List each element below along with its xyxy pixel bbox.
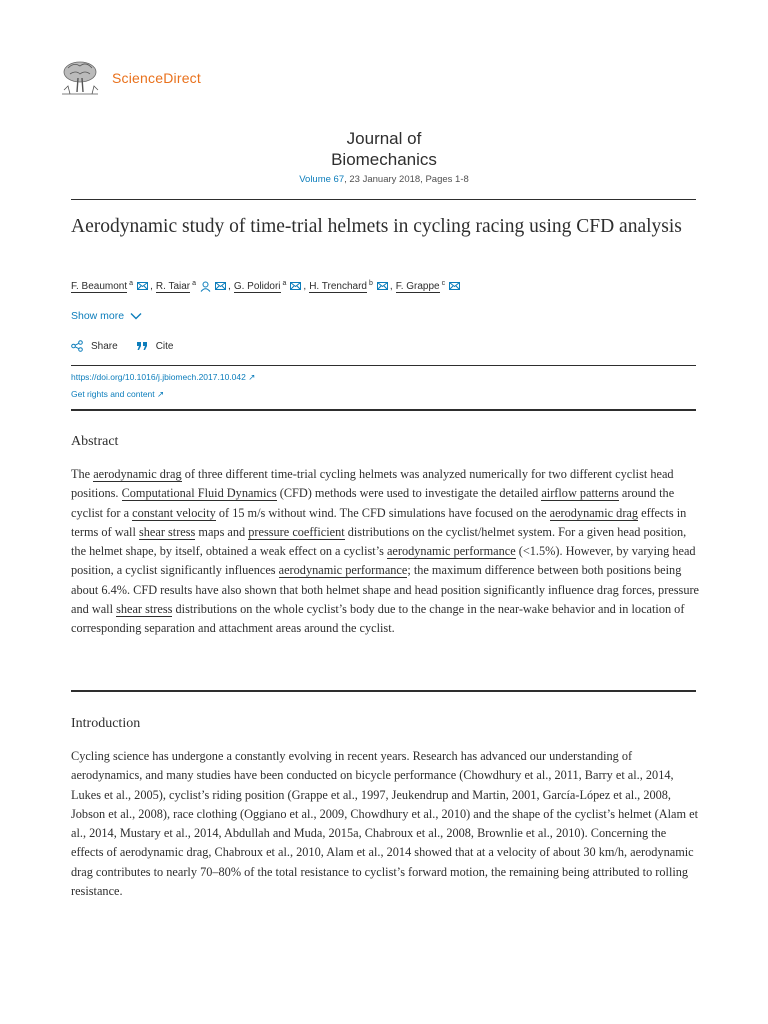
cite-label: Cite — [155, 340, 174, 352]
author-link[interactable] — [396, 280, 445, 292]
text-run: distributions on the cyclist/helmet system. For a given head position, the helmet shape, by itself, obtained a weak effect on a cyclist’s — [71, 524, 687, 559]
email-icon[interactable] — [215, 282, 226, 290]
site-header — [58, 58, 201, 98]
divider — [71, 690, 696, 692]
email-icon[interactable] — [449, 282, 460, 290]
affiliation-marker: a — [192, 280, 197, 287]
abstract-text — [71, 465, 701, 639]
journal-title[interactable] — [0, 128, 768, 170]
text-run: of three different time-trial cycling helmets was analyzed numerically for two different cyclist head positions. — [71, 467, 674, 501]
author-name: H. Trenchard — [309, 281, 367, 293]
author-name: G. Polidori — [233, 281, 281, 293]
text-run: maps and — [195, 524, 249, 539]
text-run: (<1.5%). However, by varying head position, a cyclist significantly influences — [71, 544, 696, 578]
separator: , — [228, 280, 231, 292]
email-icon[interactable] — [290, 282, 301, 290]
author-name: F. Beaumont — [71, 281, 128, 293]
issue-details: , 23 January 2018, Pages 1-8 — [344, 174, 469, 185]
separator: , — [303, 280, 307, 292]
topic-link[interactable]: aerodynamic performance — [278, 563, 408, 578]
topic-link[interactable]: aerodynamic performance — [386, 544, 516, 559]
affiliation-marker: c — [441, 280, 446, 287]
topic-link[interactable]: shear stress — [138, 524, 196, 539]
text-run: of 15 m/s without wind. The CFD simulations have focused on the — [215, 505, 550, 520]
article-title: Aerodynamic study of time-trial helmets in cycling racing using CFD analysis — [71, 216, 682, 237]
affiliation-marker: a — [129, 280, 134, 287]
share-button[interactable] — [71, 340, 118, 352]
topic-link[interactable]: aerodynamic drag — [93, 467, 182, 481]
share-label: Share — [91, 340, 118, 352]
doi-link[interactable]: https://doi.org/10.1016/j.jbiomech.2017.10.042 ↗ — [71, 372, 256, 382]
text-run: around the cyclist for a — [71, 486, 675, 520]
text-run: The — [71, 467, 94, 481]
author-link[interactable] — [71, 280, 133, 292]
divider — [71, 199, 696, 200]
topic-link[interactable]: pressure coefficient — [248, 524, 345, 539]
rights-link[interactable]: Get rights and content ↗ — [71, 389, 165, 399]
journal-name-line1: Journal of — [346, 129, 422, 148]
show-more-label: Show more — [71, 310, 125, 322]
topic-link[interactable]: shear stress — [116, 602, 173, 617]
divider — [71, 409, 696, 411]
topic-link[interactable]: airflow patterns — [541, 486, 619, 501]
introduction-heading: Introduction — [71, 716, 141, 731]
topic-link[interactable]: constant velocity — [132, 505, 216, 520]
author-link[interactable] — [156, 280, 196, 292]
article-actions — [71, 340, 191, 352]
email-icon[interactable] — [137, 282, 148, 290]
introduction-text: Cycling science has undergone a constantly evolving in recent years. Research has advanced our understanding of aerodynamics, and many studies have been conducted on bicycle performance (Chowdhury et al., 2011, Barry et al., 2014, Lukes et al., 2005), cyclist’s riding position (Grappe et al., 1997, Jeukendrup and Martin, 2001, García-López et al., 2008, Jobson et al., 2008), race clothing (Oggiano et al., 2009, Chowdhury et al., 2010) and the shape of the cyclist’s helmet (Alam et al., 2014, Mustary et al., 2014, Abdullah and Muda, 2015a, Chabroux et al., 2008, Brownlie et al., 2010). Concerning the effects of aerodynamic drag, Chabroux et al., 2010, Alam et al., 2014 showed that at a velocity of about 30 km/h, aerodynamic drag contributes to nearly 70–80% of the total resistance to cyclist’s forward motion, the remaining being attributed to rolling resistance. — [71, 749, 698, 899]
show-more-button[interactable] — [71, 310, 142, 322]
text-run: ; the maximum difference between both positions being about 6.4%. CFD results have also shown that both helmet shape and head position significantly influence drag forces, pressure and wall — [71, 563, 700, 617]
journal-meta — [0, 174, 768, 185]
divider — [71, 365, 696, 366]
author-link[interactable] — [309, 280, 373, 292]
author-link[interactable] — [234, 280, 287, 292]
affiliation-marker: a — [282, 280, 287, 287]
email-icon[interactable] — [377, 282, 388, 290]
text-run: effects in terms of wall — [71, 505, 687, 539]
separator: , — [389, 280, 393, 292]
person-icon[interactable] — [200, 281, 211, 292]
sciencedirect-logo[interactable]: ScienceDirect — [112, 70, 201, 86]
topic-link[interactable]: Computational Fluid Dynamics — [121, 486, 277, 501]
share-icon — [71, 340, 83, 352]
affiliation-marker: b — [369, 280, 373, 287]
volume-link[interactable]: Volume 67 — [299, 174, 345, 185]
topic-link[interactable]: aerodynamic drag — [549, 505, 639, 520]
abstract-heading: Abstract — [71, 434, 119, 449]
chevron-down-icon — [130, 312, 142, 320]
journal-name-line2: Biomechanics — [331, 150, 437, 169]
separator: , — [150, 280, 153, 292]
quote-icon — [136, 341, 148, 351]
elsevier-tree-logo-icon[interactable] — [58, 58, 102, 98]
text-run: (CFD) methods were used to investigate the detailed — [276, 486, 542, 501]
author-list — [71, 280, 460, 292]
author-name: F. Grappe — [395, 281, 440, 293]
text-run: distributions on the whole cyclist’s body due to the change in the near-wake behavior and in location of corresponding separation and attachment areas around the cyclist. — [71, 602, 685, 636]
cite-button[interactable] — [136, 341, 174, 352]
author-name: R. Taiar — [155, 281, 191, 293]
